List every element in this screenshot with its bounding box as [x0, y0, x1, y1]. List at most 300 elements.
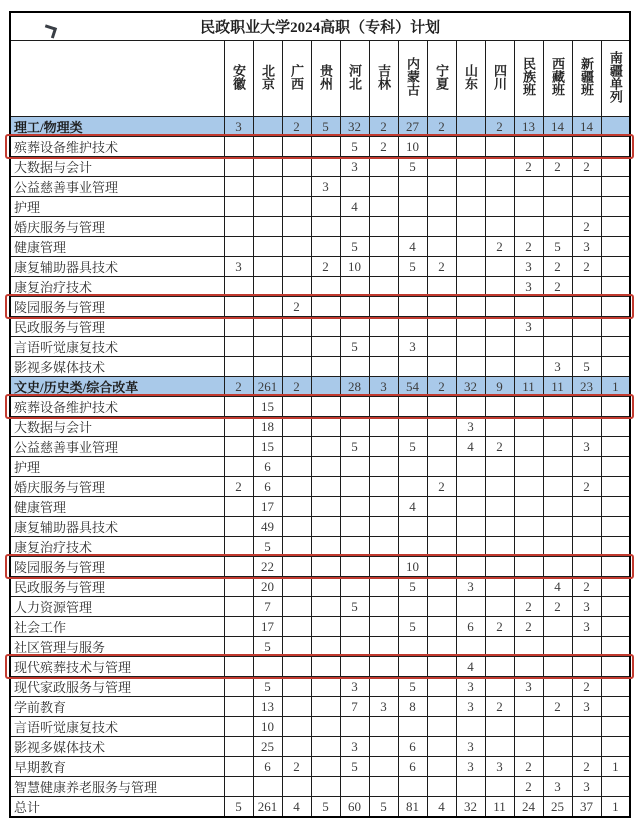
major-row: [10, 297, 630, 317]
plan-count-cell: [543, 677, 572, 697]
plan-count-cell: 3: [456, 697, 485, 717]
plan-count-cell: [514, 477, 543, 497]
plan-count-cell: [224, 557, 253, 577]
plan-count-cell: 5: [311, 797, 340, 818]
plan-count-cell: [282, 737, 311, 757]
plan-count-cell: [224, 777, 253, 797]
plan-count-cell: [369, 217, 398, 237]
plan-count-cell: 2: [485, 237, 514, 257]
plan-count-cell: 5: [398, 157, 427, 177]
plan-count-cell: [224, 657, 253, 677]
plan-count-cell: [224, 757, 253, 777]
plan-count-cell: [224, 497, 253, 517]
plan-count-cell: [601, 497, 630, 517]
plan-count-cell: [572, 137, 601, 157]
plan-count-cell: 4: [456, 657, 485, 677]
plan-count-cell: [485, 417, 514, 437]
plan-count-cell: [311, 717, 340, 737]
plan-count-cell: 1: [601, 757, 630, 777]
section-label: 理工/物理类: [10, 117, 224, 137]
plan-count-cell: [456, 557, 485, 577]
plan-count-cell: 5: [340, 337, 369, 357]
plan-count-cell: 4: [427, 797, 456, 818]
plan-count-cell: 2: [282, 757, 311, 777]
plan-count-cell: [485, 137, 514, 157]
plan-count-cell: 2: [514, 777, 543, 797]
plan-count-cell: [398, 457, 427, 477]
major-row: [10, 417, 630, 437]
plan-count-cell: [456, 357, 485, 377]
plan-count-cell: [282, 317, 311, 337]
major-row: [10, 597, 630, 617]
plan-count-cell: [514, 177, 543, 197]
plan-count-cell: 3: [572, 697, 601, 717]
plan-count-cell: 2: [224, 377, 253, 397]
plan-count-cell: 13: [253, 697, 282, 717]
major-label: 陵园服务与管理: [10, 297, 224, 317]
major-row: [10, 457, 630, 477]
plan-count-cell: 3: [340, 157, 369, 177]
plan-count-cell: 27: [398, 117, 427, 137]
plan-count-cell: 24: [514, 797, 543, 818]
plan-count-cell: [485, 217, 514, 237]
major-row: [10, 497, 630, 517]
plan-count-cell: [456, 137, 485, 157]
plan-count-cell: [601, 717, 630, 737]
plan-count-cell: [456, 277, 485, 297]
plan-count-cell: [282, 577, 311, 597]
plan-count-cell: [282, 617, 311, 637]
plan-count-cell: [601, 557, 630, 577]
plan-count-cell: [369, 657, 398, 677]
plan-count-cell: 2: [311, 257, 340, 277]
plan-count-cell: [427, 757, 456, 777]
plan-count-cell: [398, 477, 427, 497]
plan-count-cell: 10: [340, 257, 369, 277]
plan-count-cell: [369, 757, 398, 777]
plan-count-cell: [369, 557, 398, 577]
plan-count-cell: [369, 237, 398, 257]
plan-count-cell: [543, 137, 572, 157]
plan-count-cell: [485, 457, 514, 477]
column-header-label: 内蒙古: [405, 57, 420, 96]
plan-count-cell: [601, 257, 630, 277]
plan-count-cell: [224, 197, 253, 217]
plan-count-cell: [224, 177, 253, 197]
plan-count-cell: [311, 737, 340, 757]
column-header-label: 安徽: [231, 63, 246, 90]
major-label: 言语听觉康复技术: [10, 337, 224, 357]
major-label: 殡葬设备维护技术: [10, 397, 224, 417]
plan-count-cell: [514, 517, 543, 537]
plan-count-cell: 3: [224, 117, 253, 137]
plan-count-cell: [282, 637, 311, 657]
plan-count-cell: [514, 497, 543, 517]
plan-count-cell: [224, 517, 253, 537]
plan-count-cell: [514, 217, 543, 237]
plan-count-cell: [601, 637, 630, 657]
plan-count-cell: [282, 157, 311, 177]
plan-count-cell: [282, 177, 311, 197]
plan-count-cell: [543, 757, 572, 777]
plan-count-cell: [572, 497, 601, 517]
plan-count-cell: 3: [340, 677, 369, 697]
plan-count-cell: [282, 197, 311, 217]
plan-count-cell: 2: [572, 157, 601, 177]
plan-count-cell: 3: [224, 257, 253, 277]
plan-count-cell: 2: [572, 677, 601, 697]
plan-count-cell: [514, 457, 543, 477]
plan-count-cell: [340, 177, 369, 197]
plan-count-cell: [282, 397, 311, 417]
plan-count-cell: 4: [543, 577, 572, 597]
plan-count-cell: 2: [282, 377, 311, 397]
plan-count-cell: [601, 537, 630, 557]
plan-count-cell: 17: [253, 497, 282, 517]
plan-count-cell: 2: [543, 157, 572, 177]
plan-count-cell: [456, 777, 485, 797]
plan-count-cell: [427, 357, 456, 377]
plan-count-cell: [369, 357, 398, 377]
plan-count-cell: [456, 637, 485, 657]
plan-count-cell: [601, 197, 630, 217]
plan-count-cell: [311, 197, 340, 217]
plan-count-cell: [572, 337, 601, 357]
plan-count-cell: 81: [398, 797, 427, 818]
plan-count-cell: [514, 437, 543, 457]
plan-count-cell: [601, 157, 630, 177]
plan-count-cell: [514, 697, 543, 717]
plan-count-cell: 2: [572, 217, 601, 237]
plan-count-cell: [282, 777, 311, 797]
plan-count-cell: [543, 477, 572, 497]
plan-count-cell: 2: [427, 257, 456, 277]
plan-count-cell: [282, 557, 311, 577]
plan-count-cell: [485, 397, 514, 417]
plan-count-cell: [369, 437, 398, 457]
column-header-label: 宁夏: [434, 63, 449, 90]
major-label: 殡葬设备维护技术: [10, 137, 224, 157]
major-label: 学前教育: [10, 697, 224, 717]
column-header-5: [340, 41, 369, 117]
plan-count-cell: [398, 637, 427, 657]
plan-count-cell: 2: [514, 597, 543, 617]
column-header-6: [369, 41, 398, 117]
plan-count-cell: [456, 337, 485, 357]
plan-count-cell: [224, 577, 253, 597]
plan-count-cell: [398, 777, 427, 797]
major-label: 健康管理: [10, 497, 224, 517]
plan-count-cell: 3: [514, 317, 543, 337]
plan-count-cell: [514, 297, 543, 317]
plan-count-cell: 17: [253, 617, 282, 637]
column-header-7: [398, 41, 427, 117]
plan-count-cell: [456, 217, 485, 237]
major-label: 大数据与会计: [10, 417, 224, 437]
plan-count-cell: [224, 157, 253, 177]
plan-count-cell: 5: [398, 617, 427, 637]
plan-count-cell: [224, 417, 253, 437]
plan-count-cell: [369, 297, 398, 317]
plan-count-cell: [427, 597, 456, 617]
plan-count-cell: [427, 277, 456, 297]
plan-count-cell: [224, 537, 253, 557]
plan-count-cell: [311, 297, 340, 317]
plan-count-cell: [282, 357, 311, 377]
plan-count-cell: [311, 677, 340, 697]
major-label: 早期教育: [10, 757, 224, 777]
plan-count-cell: 1: [601, 797, 630, 818]
column-header-label: 贵州: [318, 63, 333, 90]
major-label: 护理: [10, 197, 224, 217]
plan-count-cell: [601, 397, 630, 417]
plan-count-cell: [224, 437, 253, 457]
plan-count-cell: 3: [485, 757, 514, 777]
column-header-4: [311, 41, 340, 117]
major-row: [10, 357, 630, 377]
plan-count-cell: 5: [398, 257, 427, 277]
plan-count-cell: 261: [253, 797, 282, 818]
plan-count-cell: [601, 177, 630, 197]
plan-count-cell: [282, 337, 311, 357]
major-label: 社区管理与服务: [10, 637, 224, 657]
plan-count-cell: [514, 637, 543, 657]
plan-count-cell: [369, 337, 398, 357]
plan-count-cell: [427, 437, 456, 457]
plan-count-cell: 5: [340, 597, 369, 617]
plan-count-cell: [311, 317, 340, 337]
plan-count-cell: [427, 497, 456, 517]
major-label: 婚庆服务与管理: [10, 477, 224, 497]
plan-count-cell: [456, 597, 485, 617]
plan-count-cell: [514, 557, 543, 577]
plan-count-cell: 4: [456, 437, 485, 457]
plan-count-cell: [543, 437, 572, 457]
plan-count-cell: 2: [427, 377, 456, 397]
plan-count-cell: [282, 137, 311, 157]
major-label: 护理: [10, 457, 224, 477]
plan-count-cell: [282, 517, 311, 537]
plan-count-cell: [485, 197, 514, 217]
plan-count-cell: [224, 297, 253, 317]
plan-count-cell: [514, 197, 543, 217]
plan-count-cell: 3: [514, 277, 543, 297]
major-label: 民政服务与管理: [10, 317, 224, 337]
plan-count-cell: [572, 637, 601, 657]
plan-count-cell: [340, 357, 369, 377]
plan-count-cell: [485, 477, 514, 497]
plan-count-cell: 2: [369, 137, 398, 157]
plan-count-cell: 5: [398, 577, 427, 597]
plan-count-cell: [253, 137, 282, 157]
column-header-12: [543, 41, 572, 117]
plan-count-cell: 60: [340, 797, 369, 818]
plan-count-cell: 15: [253, 397, 282, 417]
plan-table: [9, 11, 631, 818]
column-header-label: 吉林: [376, 63, 391, 90]
major-label: 公益慈善事业管理: [10, 437, 224, 457]
major-row: [10, 617, 630, 637]
plan-count-cell: [369, 497, 398, 517]
plan-count-cell: 2: [514, 757, 543, 777]
plan-count-cell: [369, 277, 398, 297]
column-header-label: 山东: [463, 63, 478, 90]
plan-count-cell: [311, 637, 340, 657]
column-header-label: 新疆班: [579, 57, 594, 96]
plan-count-cell: [340, 417, 369, 437]
plan-count-cell: [253, 197, 282, 217]
plan-count-cell: [369, 637, 398, 657]
major-row: [10, 637, 630, 657]
plan-count-cell: [485, 257, 514, 277]
plan-count-cell: [543, 337, 572, 357]
plan-count-cell: [311, 437, 340, 457]
plan-count-cell: [456, 317, 485, 337]
plan-count-cell: [427, 157, 456, 177]
plan-count-cell: [398, 537, 427, 557]
major-label: 健康管理: [10, 237, 224, 257]
plan-count-cell: 2: [572, 577, 601, 597]
plan-count-cell: 2: [572, 477, 601, 497]
plan-count-cell: [456, 477, 485, 497]
plan-count-cell: [601, 577, 630, 597]
major-row: [10, 337, 630, 357]
plan-count-cell: [601, 737, 630, 757]
plan-count-cell: [253, 317, 282, 337]
plan-count-cell: [427, 457, 456, 477]
major-row: [10, 777, 630, 797]
plan-count-cell: [224, 677, 253, 697]
plan-count-cell: 32: [340, 117, 369, 137]
plan-count-cell: [427, 677, 456, 697]
plan-count-cell: [398, 597, 427, 617]
plan-count-cell: [369, 157, 398, 177]
plan-count-cell: [311, 457, 340, 477]
plan-count-cell: [456, 397, 485, 417]
major-row: [10, 137, 630, 157]
plan-count-cell: [340, 717, 369, 737]
plan-count-cell: [543, 717, 572, 737]
column-header-label: 河北: [347, 63, 362, 90]
plan-count-cell: [427, 617, 456, 637]
plan-count-cell: [485, 597, 514, 617]
page-title: 民政职业大学2024高职（专科）计划: [10, 12, 630, 41]
plan-count-cell: [340, 297, 369, 317]
plan-count-cell: [340, 517, 369, 537]
column-header-13: [572, 41, 601, 117]
plan-count-cell: 10: [253, 717, 282, 737]
plan-count-cell: [427, 317, 456, 337]
plan-count-cell: [572, 737, 601, 757]
section-row-2: [10, 377, 630, 397]
plan-count-cell: [485, 737, 514, 757]
plan-count-cell: 2: [427, 477, 456, 497]
major-row: [10, 717, 630, 737]
plan-count-cell: [398, 297, 427, 317]
plan-count-cell: 9: [485, 377, 514, 397]
plan-count-cell: 3: [514, 677, 543, 697]
plan-count-cell: [485, 277, 514, 297]
plan-count-cell: [282, 257, 311, 277]
plan-count-cell: [340, 277, 369, 297]
plan-count-cell: [253, 657, 282, 677]
column-header-label: 广西: [289, 63, 304, 90]
plan-count-cell: [514, 357, 543, 377]
plan-count-cell: [311, 477, 340, 497]
plan-count-cell: [514, 577, 543, 597]
plan-count-cell: 5: [572, 357, 601, 377]
plan-count-cell: [456, 257, 485, 277]
plan-count-cell: [543, 297, 572, 317]
plan-count-cell: [369, 417, 398, 437]
major-row: [10, 677, 630, 697]
plan-count-cell: 2: [543, 257, 572, 277]
plan-count-cell: [253, 217, 282, 237]
plan-count-cell: [369, 197, 398, 217]
major-label: 言语听觉康复技术: [10, 717, 224, 737]
plan-count-cell: [340, 657, 369, 677]
plan-count-cell: 4: [398, 497, 427, 517]
plan-count-cell: 32: [456, 377, 485, 397]
column-header-10: [485, 41, 514, 117]
plan-count-cell: [456, 297, 485, 317]
plan-count-cell: 6: [398, 757, 427, 777]
plan-count-cell: [601, 137, 630, 157]
plan-count-cell: [601, 597, 630, 617]
plan-count-cell: [543, 617, 572, 637]
plan-count-cell: [340, 557, 369, 577]
plan-count-cell: [340, 397, 369, 417]
plan-count-cell: 3: [456, 677, 485, 697]
major-row: [10, 257, 630, 277]
plan-count-cell: 6: [253, 457, 282, 477]
plan-count-cell: [311, 237, 340, 257]
plan-count-cell: [572, 197, 601, 217]
plan-count-cell: 54: [398, 377, 427, 397]
plan-count-cell: [485, 317, 514, 337]
major-row: [10, 537, 630, 557]
plan-count-cell: [253, 237, 282, 257]
major-label: 总计: [10, 797, 224, 818]
plan-count-cell: [311, 617, 340, 637]
plan-count-cell: [282, 217, 311, 237]
plan-count-cell: 1: [601, 377, 630, 397]
major-row: [10, 557, 630, 577]
column-header-1: [224, 41, 253, 117]
plan-count-cell: [456, 517, 485, 537]
plan-count-cell: 15: [253, 437, 282, 457]
plan-count-cell: [224, 637, 253, 657]
plan-count-cell: 2: [572, 757, 601, 777]
plan-count-cell: [224, 597, 253, 617]
plan-count-cell: [543, 657, 572, 677]
plan-table-wrap: [9, 11, 631, 818]
plan-count-cell: [572, 397, 601, 417]
plan-count-cell: 2: [543, 597, 572, 617]
plan-count-cell: 3: [572, 437, 601, 457]
plan-count-cell: 14: [543, 117, 572, 137]
plan-count-cell: 25: [253, 737, 282, 757]
plan-count-cell: [543, 737, 572, 757]
plan-count-cell: [456, 237, 485, 257]
plan-count-cell: [224, 457, 253, 477]
plan-count-cell: 2: [572, 257, 601, 277]
plan-count-cell: [340, 217, 369, 237]
plan-count-cell: [601, 297, 630, 317]
plan-count-cell: [485, 557, 514, 577]
plan-count-cell: [369, 537, 398, 557]
plan-count-cell: 11: [514, 377, 543, 397]
